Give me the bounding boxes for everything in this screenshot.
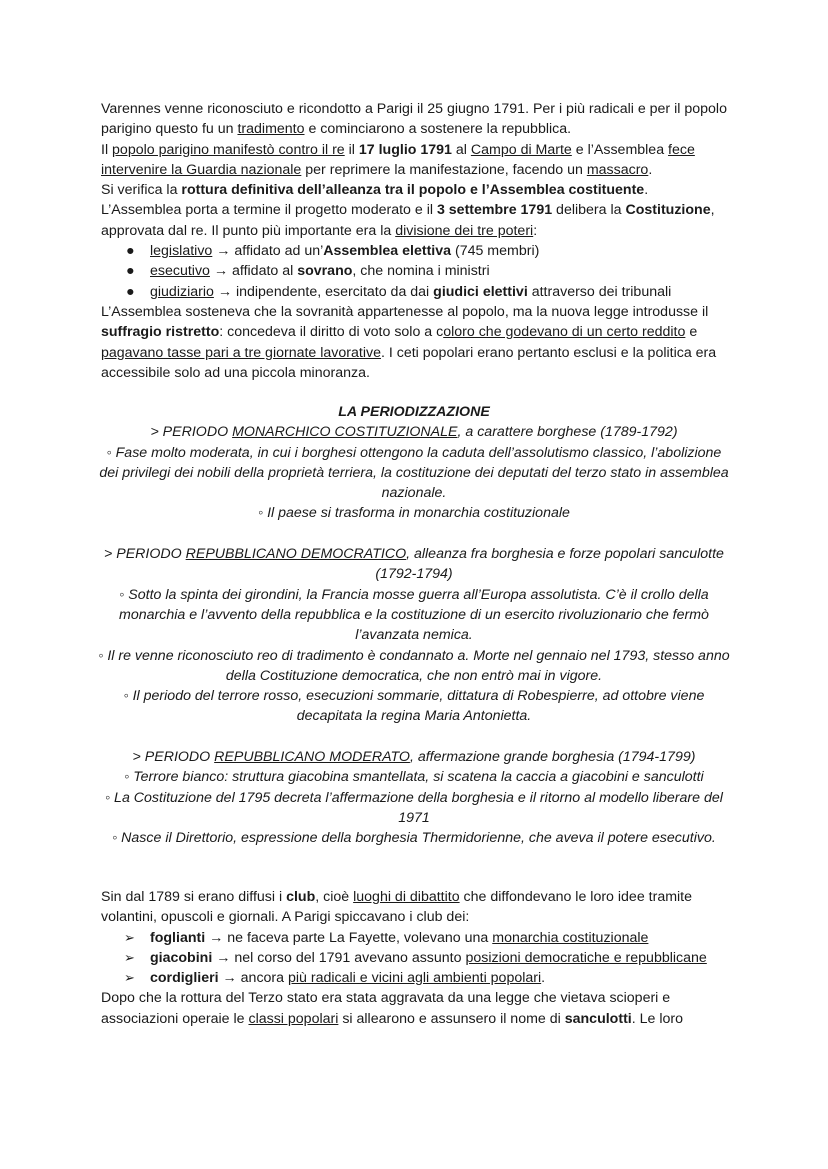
period-heading (96, 422, 732, 442)
paragraph-varennes (101, 99, 741, 140)
clubs-list (101, 928, 741, 989)
text-span: e (685, 324, 698, 341)
spacer (96, 524, 732, 544)
list-item (101, 928, 741, 948)
period-heading (96, 544, 732, 585)
underlined-text: più radicali e vicini agli ambienti popolari (288, 970, 542, 987)
bullet-icon: ● (126, 283, 135, 300)
text-span: Si verifica la (101, 182, 182, 199)
text-span: : concedeva il diritto di voto solo a c (219, 324, 444, 341)
text-span: e l’Assemblea (571, 141, 669, 158)
text-span: Il (101, 141, 113, 158)
underlined-text: popolo parigino manifestò contro il re (112, 141, 345, 158)
underlined-text: massacro (586, 161, 649, 178)
text-span: attraverso dei tribunali (527, 283, 672, 300)
text-span: → nel corso del 1791 avevano assunto (212, 949, 466, 966)
text-span: . Le loro (631, 1010, 684, 1027)
text-span: > PERIODO (150, 424, 233, 441)
text-span: → affidato ad un’ (212, 243, 324, 260)
underlined-text: legislativo (150, 243, 213, 260)
underlined-text: posizioni democratiche e repubblicane (465, 949, 707, 966)
list-item (101, 241, 741, 261)
clubs-section (101, 887, 741, 1029)
text-span: → indipendente, esercitato da dai (213, 283, 434, 300)
text-span: si allearono e assunsero il nome di (338, 1010, 565, 1027)
paragraph-costituzione (101, 200, 741, 241)
text-span: . I ceti popolari erano pertanto esclusi e la politica era accessibile solo ad una piccola minoranza. (101, 344, 717, 381)
text-span: : (533, 222, 538, 239)
bold-text: 17 luglio 1791 (358, 141, 452, 158)
arrow-bullet-icon: ➢ (124, 970, 135, 986)
arrow-bullet-icon: ➢ (124, 949, 135, 965)
period-item: ◦ Sotto la spinta dei girondini, la Francia mosse guerra all’Europa assolutista. C’è il crollo della monarchia e l’avvento della repubblica e la costituzione di un esercito rivoluzionario che fermò l’avanzata nemica. (119, 586, 709, 644)
period-item: ◦ La Costituzione del 1795 decreta l’affermazione della borghesia e il ritorno al modello liberare del 1971 (105, 789, 723, 826)
bullet-icon: ● (126, 243, 135, 260)
bold-text: sanculotti (564, 1010, 632, 1027)
bold-text: foglianti (150, 929, 206, 946)
period-heading (96, 747, 732, 767)
text-span: L’Assemblea porta a termine il progetto moderato e il (101, 202, 437, 219)
text-span: → affidato al (209, 263, 298, 280)
text-span: > PERIODO (104, 546, 186, 563)
text-span: L’Assemblea sosteneva che la sovranità appartenesse al popolo, ma la nuova legge introdusse il (101, 303, 709, 320)
bold-text: giacobini (150, 949, 213, 966)
underlined-text: fece intervenire la Guardia nazionale (101, 141, 695, 178)
underlined-text: luoghi di dibattito (353, 889, 460, 905)
text-span: , a carattere borghese (1789-1792) (457, 424, 678, 441)
paragraph-club (101, 887, 741, 928)
underlined-text: divisione dei tre poteri (395, 222, 534, 239)
underlined-text: oloro che godevano di un certo reddito (443, 324, 686, 341)
text-span: Sin dal 1789 si erano diffusi i (101, 889, 287, 905)
text-span: . (648, 161, 653, 178)
underlined-text: esecutivo (150, 263, 210, 280)
underlined-text: monarchia costituzionale (492, 929, 649, 946)
text-span: Varennes venne riconosciuto e ricondotto a Parigi il 25 giugno 1791. Per i più radicali e per il popolo parigino questo fu un (101, 101, 727, 138)
period-item: ◦ Terrore bianco: struttura giacobina smantellata, si scatena la caccia a giacobini e sanculotti (124, 769, 704, 786)
text-span: → ancora (218, 970, 288, 987)
period-item: ◦ Il re venne riconosciuto reo di tradimento è condannato a. Morte nel gennaio nel 1793, stesso anno della Costituzione democratica, che non entrò mai in vigore. (98, 647, 730, 684)
bold-text: giudici elettivi (433, 283, 528, 300)
bold-text: rottura definitiva dell’alleanza tra il popolo e l’Assemblea costituente (181, 182, 645, 199)
text-span: → ne faceva parte La Fayette, volevano una (205, 929, 493, 946)
bold-text: club (286, 889, 316, 905)
text-span: , approvata dal re. Il punto più importante era la (101, 202, 715, 239)
bullet-icon: ● (126, 263, 135, 280)
underlined-text: pagavano tasse pari a tre giornate lavorative (101, 344, 381, 361)
text-span: che diffondevano le loro idee tramite volantini, opuscoli e giornali. A Parigi spiccavano i club dei: (101, 889, 693, 926)
text-span: , che nomina i ministri (352, 263, 490, 280)
powers-list (101, 241, 741, 302)
periodization-section (96, 402, 732, 849)
period-item: ◦ Nasce il Direttorio, espressione della borghesia Thermidorienne, che aveva il potere esecutivo. (112, 830, 716, 847)
period-item: ◦ Il periodo del terrore rosso, esecuzioni sommarie, dittatura di Robespierre, ad ottobre viene decapitata la regina Maria Antonietta. (123, 688, 705, 725)
list-item (101, 282, 741, 302)
text-span: Dopo che la rottura del Terzo stato era stata aggravata da una legge che vietava scioperi e associazioni operaie le (101, 990, 671, 1027)
underlined-text: Campo di Marte (470, 141, 572, 158)
text-span: per reprimere la manifestazione, facendo un (301, 161, 587, 178)
underlined-text: MONARCHICO COSTITUZIONALE (232, 424, 458, 441)
text-span: (745 membri) (451, 243, 540, 260)
text-span: , alleanza fra borghesia e forze popolari sanculotte (1792-1794) (375, 546, 724, 583)
period-item: ◦ Il paese si trasforma in monarchia costituzionale (258, 505, 570, 522)
text-span: al (451, 141, 471, 158)
list-item (101, 261, 741, 281)
intro-section (101, 99, 741, 383)
text-span: , affermazione grande borghesia (1794-1799) (409, 749, 696, 766)
underlined-text: REPUBBLICANO MODERATO (214, 749, 410, 766)
underlined-text: classi popolari (248, 1010, 339, 1027)
underlined-text: tradimento (237, 121, 305, 138)
underlined-text: REPUBBLICANO DEMOCRATICO (185, 546, 407, 563)
underlined-text: giudiziario (150, 283, 214, 300)
section-title: LA PERIODIZZAZIONE (338, 404, 490, 420)
text-span: > PERIODO (132, 749, 215, 766)
arrow-bullet-icon: ➢ (124, 929, 135, 945)
text-span: , cioè (315, 889, 354, 905)
text-span: il (344, 141, 359, 158)
period-item: ◦ Fase molto moderata, in cui i borghesi ottengono la caduta dell’assolutismo classico, l’abolizione dei privilegi dei nobili della proprietà terriera, la costituzione dei deputati del terzo stato in assemblea nazionale. (99, 444, 729, 502)
bold-text: sovrano (297, 263, 353, 280)
text-span: delibera la (552, 202, 626, 219)
text-span: e cominciarono a sostenere la repubblica. (304, 121, 572, 138)
text-span: . (541, 970, 546, 987)
text-span: . (644, 182, 649, 199)
paragraph-campo-di-marte (101, 140, 741, 181)
bold-text: Assemblea elettiva (323, 243, 452, 260)
list-item (101, 948, 741, 968)
paragraph-sanculotti (101, 988, 741, 1029)
bold-text: 3 settembre 1791 (436, 202, 553, 219)
paragraph-suffragio (101, 302, 741, 383)
paragraph-rottura (101, 180, 741, 200)
bold-text: suffragio ristretto (101, 324, 220, 341)
bold-text: Costituzione (625, 202, 711, 219)
list-item (101, 968, 741, 988)
bold-text: cordiglieri (150, 970, 219, 987)
spacer (96, 727, 732, 747)
